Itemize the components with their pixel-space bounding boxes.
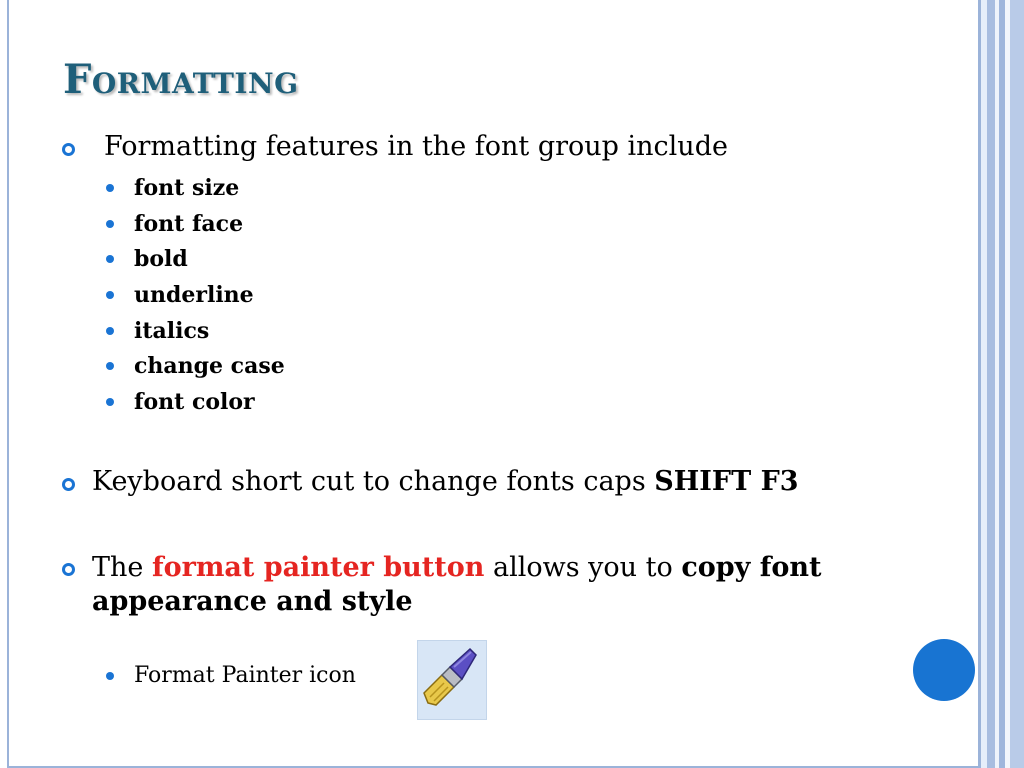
list-item: font size	[106, 172, 285, 208]
slide-title: Formatting	[63, 56, 299, 103]
bullet-dot-icon	[106, 291, 114, 299]
bullet-dot-icon	[106, 184, 114, 192]
bullet-text: Formatting features in the font group include	[104, 131, 728, 162]
bullet-ring-icon	[62, 478, 75, 491]
bullet-text: Keyboard short cut to change fonts caps SHIFT F3	[92, 466, 799, 497]
list-item: italics	[106, 315, 285, 351]
paintbrush-icon	[417, 640, 487, 720]
format-painter-highlight: format painter button	[151, 552, 485, 583]
bullet-ring-icon	[62, 143, 75, 156]
shortcut-keys: SHIFT F3	[654, 466, 799, 497]
bullet-ring-icon	[62, 563, 75, 576]
font-group-features-list	[106, 172, 285, 422]
slide-frame-left	[7, 0, 9, 768]
list-item: font color	[106, 386, 285, 422]
format-painter-icon-item: Format Painter icon	[106, 660, 356, 692]
bullet-dot-icon	[106, 255, 114, 263]
decorative-circle	[913, 639, 975, 701]
bullet-dot-icon	[106, 220, 114, 228]
bullet-text: The format painter button allows you to copy font appearance and style	[92, 552, 822, 617]
list-item: change case	[106, 350, 285, 386]
bullet-dot-icon	[106, 672, 114, 680]
bullet-dot-icon	[106, 398, 114, 406]
bullet-dot-icon	[106, 327, 114, 335]
list-item: font face	[106, 208, 285, 244]
slide-frame-right	[978, 0, 1024, 768]
list-item: bold	[106, 243, 285, 279]
bullet-dot-icon	[106, 362, 114, 370]
list-item: underline	[106, 279, 285, 315]
